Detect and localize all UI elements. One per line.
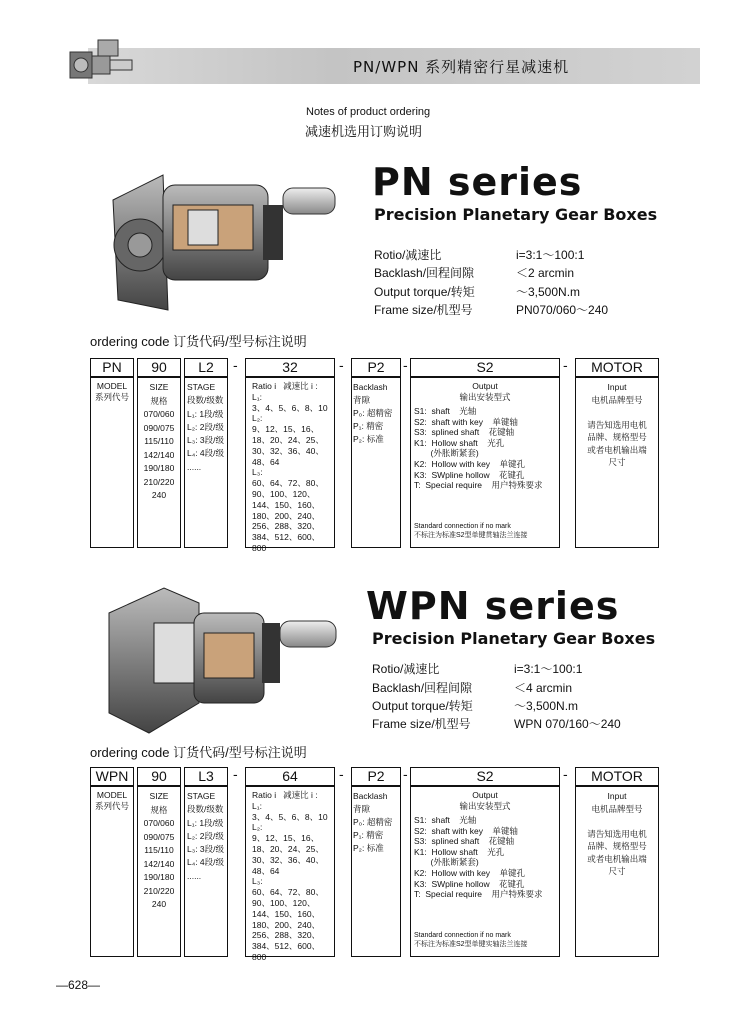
- wpn-series-subtitle: Precision Planetary Gear Boxes: [372, 629, 656, 648]
- pn-code-backlash: P2: [351, 358, 401, 377]
- wpn-spec-value-backlash: ＜4 arcmin: [514, 681, 573, 695]
- pn-output-head: Output 输出安装型式: [459, 381, 511, 402]
- wpn-spec-label-ratio: Rotio/减速比: [372, 662, 440, 676]
- wpn-code-output: S2: [410, 767, 560, 786]
- wpn-ratio-text: Ratio i 减速比 i : L₁: 3、4、5、6、8、10 L₂: 9、12、15、16、 18、20、24、25、 30、32、36、40、 48、64 L₃: 60、64、72、80、 90、100、120、 144、150、160、 180、200、240、 256、288、320、 384、512、600、 800: [252, 790, 328, 962]
- wpn-code-motor: MOTOR: [575, 767, 659, 786]
- wpn-code-stage: L3: [184, 767, 228, 786]
- wpn-ordering-label: ordering code 订货代码/型号标注说明: [90, 745, 307, 760]
- notes-cn: 减速机选用订购说明: [305, 125, 423, 140]
- pn-standard-note: Standard connection if no mark 不标注为标准S2型单键贯轴法兰连接: [414, 523, 528, 539]
- pn-code-size: 90: [137, 358, 181, 377]
- page-number: —628—: [56, 978, 101, 992]
- pn-spec-label-torque: Output torque/转矩: [374, 285, 475, 299]
- pn-output-list: S1: shaft 光轴 S2: shaft with key 单键轴 S3: splined shaft 花键轴 K1: Hollow shaft 光孔 (外胀断紧套) K2: Hollow with key 单键孔 K3: SWpline hollow 花键孔 T: Special require 用户特殊要求: [414, 406, 543, 491]
- pn-spec-value-frame: PN070/060～240: [516, 303, 609, 317]
- gearbox-thumbnail-icon: [62, 38, 138, 88]
- wpn-size-text: SIZE 规格 070/060 090/075 115/110 142/140 190/180 210/220 240: [143, 791, 175, 909]
- pn-gearbox-image: [108, 160, 338, 320]
- wpn-code-ratio: 64: [245, 767, 335, 786]
- pn-spec-label-ratio: Rotio/减速比: [374, 248, 442, 262]
- pn-code-stage: L2: [184, 358, 228, 377]
- wpn-backlash-text: Backlash 背隙 P₀: 超精密 P₁: 精密 P₂: 标准: [353, 791, 393, 853]
- pn-code-output: S2: [410, 358, 560, 377]
- pn-series-subtitle: Precision Planetary Gear Boxes: [374, 205, 658, 224]
- page-header-title: PN/WPN 系列精密行星减速机: [353, 58, 570, 76]
- pn-spec-value-torque: ～3,500N.m: [516, 285, 581, 299]
- wpn-spec-label-torque: Output torque/转矩: [372, 699, 473, 713]
- pn-spec-label-frame: Frame size/机型号: [374, 303, 473, 317]
- wpn-motor-text: Input 电机品牌型号 请告知选用电机 品牌、规格型号 或者电机输出端 尺寸: [587, 791, 647, 876]
- wpn-spec-value-frame: WPN 070/160～240: [514, 717, 621, 731]
- pn-code-motor: MOTOR: [575, 358, 659, 377]
- wpn-code-size: 90: [137, 767, 181, 786]
- pn-ratio-text: Ratio i 减速比 i : L₁: 3、4、5、6、8、10 L₂: 9、12、15、16、 18、20、24、25、 30、32、36、40、 48、64 L₃: 60、64、72、80、 90、100、120、 144、150、160、 180、200、240、 256、288、320、 384、512、600、 800: [252, 381, 328, 553]
- pn-model-text: MODEL 系列代号: [94, 381, 129, 402]
- wpn-output-list: S1: shaft 光轴 S2: shaft with key 单键轴 S3: splined shaft 花键轴 K1: Hollow shaft 光孔 (外胀断紧套) K2: Hollow with key 单键孔 K3: SWpline hollow 花键孔 T: Special require 用户特殊要求: [414, 815, 543, 900]
- wpn-gearbox-image: [104, 583, 340, 743]
- wpn-code-backlash: P2: [351, 767, 401, 786]
- wpn-spec-value-torque: ～3,500N.m: [514, 699, 579, 713]
- pn-series-title: PN series: [372, 160, 583, 204]
- pn-motor-text: Input 电机品牌型号 请告知选用电机 品牌、规格型号 或者电机输出端 尺寸: [587, 382, 647, 467]
- pn-spec-value-backlash: ＜2 arcmin: [516, 266, 575, 280]
- wpn-model-text: MODEL 系列代号: [94, 790, 129, 811]
- notes-en: Notes of product ordering: [306, 106, 431, 118]
- pn-code-series: PN: [90, 358, 134, 377]
- pn-spec-label-backlash: Backlash/回程间隙: [374, 266, 475, 280]
- wpn-spec-value-ratio: i=3:1～100:1: [514, 662, 583, 676]
- wpn-series-title: WPN series: [366, 584, 620, 628]
- wpn-standard-note: Standard connection if no mark 不标注为标准S2型单键实轴法兰连接: [414, 932, 528, 948]
- pn-stage-text: STAGE 段数/级数 L₁: 1段/级 L₂: 2段/级 L₃: 3段/级 L₄: 4段/级 ......: [187, 382, 225, 472]
- pn-backlash-text: Backlash 背隙 P₀: 超精密 P₁: 精密 P₂: 标准: [353, 382, 393, 444]
- wpn-spec-label-frame: Frame size/机型号: [372, 717, 471, 731]
- pn-spec-value-ratio: i=3:1～100:1: [516, 248, 585, 262]
- pn-size-text: SIZE 规格 070/060 090/075 115/110 142/140 190/180 210/220 240: [143, 382, 175, 500]
- pn-ordering-label: ordering code 订货代码/型号标注说明: [90, 334, 307, 349]
- pn-code-ratio: 32: [245, 358, 335, 377]
- wpn-spec-label-backlash: Backlash/回程间隙: [372, 681, 473, 695]
- wpn-code-series: WPN: [90, 767, 134, 786]
- wpn-stage-text: STAGE 段数/级数 L₁: 1段/级 L₂: 2段/级 L₃: 3段/级 L₄: 4段/级 ......: [187, 791, 225, 881]
- wpn-output-head: Output 输出安装型式: [459, 790, 511, 811]
